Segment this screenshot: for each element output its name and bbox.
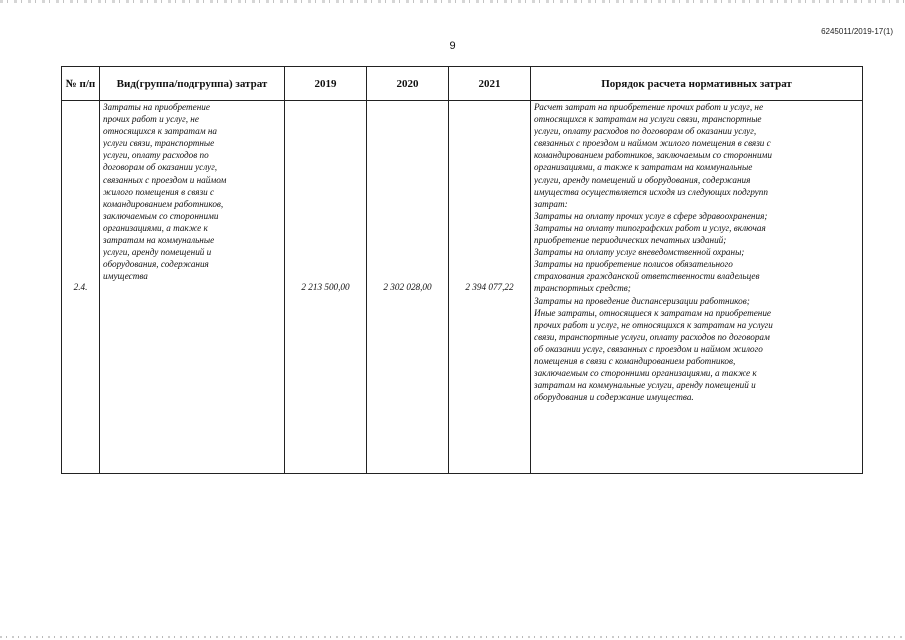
header-num: № п/п xyxy=(62,67,100,101)
value-2019: 2 213 500,00 xyxy=(285,101,367,474)
row-number: 2.4. xyxy=(62,101,100,474)
calculation-order-line: услуги, аренду помещений и оборудования, содержания xyxy=(534,174,751,185)
calculation-order-line: командированием работников, заключаемым со сторонними xyxy=(534,150,772,161)
header-order: Порядок расчета нормативных затрат xyxy=(531,67,863,101)
cost-kind-line: услуги, аренду помещений и xyxy=(103,247,212,258)
cost-kind-line: услуги связи, транспортные xyxy=(103,138,215,149)
calculation-order-line: затрат: xyxy=(534,198,568,209)
cost-kind-line: организациями, а также к xyxy=(103,222,208,233)
cost-kind-line: затратам на коммунальные xyxy=(103,235,215,246)
calculation-order-line: Затраты на приобретение полисов обязательного xyxy=(534,259,733,270)
calculation-order-line: Затраты на оплату типографских работ и услуг, включая xyxy=(534,222,766,233)
cost-kind-line: прочих работ и услуг, не xyxy=(103,114,199,125)
header-2019: 2019 xyxy=(285,67,367,101)
calculation-order-line: об оказании услуг, связанных с проездом и наймом жилого xyxy=(534,343,763,354)
cost-kind-text xyxy=(100,101,284,282)
calculation-order-line: связанных с проездом и наймом жилого помещения в связи с xyxy=(534,138,771,149)
table-header-row xyxy=(62,67,863,101)
value-2020: 2 302 028,00 xyxy=(367,101,449,474)
calculation-order-line: Затраты на проведение диспансеризации работников; xyxy=(534,295,750,306)
calculation-order-line: относящихся к затратам на услуги связи, транспортные xyxy=(534,114,762,125)
calculation-order-line: имущества осуществляется исходя из следующих подгрупп xyxy=(534,186,768,197)
calculation-order-text xyxy=(531,101,862,403)
cost-kind-line: командированием работников, xyxy=(103,198,224,209)
value-2021: 2 394 077,22 xyxy=(449,101,531,474)
table-row xyxy=(62,101,863,474)
calculation-order-line: транспортных средств; xyxy=(534,283,631,294)
cost-kind-line: имущества xyxy=(103,271,148,282)
cost-kind-line: оборудования, содержания xyxy=(103,259,209,270)
cost-kind-line: договорам об оказании услуг, xyxy=(103,162,218,173)
page-number: 9 xyxy=(449,40,456,52)
cost-kind-line: Затраты на приобретение xyxy=(103,102,210,112)
calculation-order-line: прочих работ и услуг, не относящихся к затратам на услуги xyxy=(534,319,773,330)
scan-edge-top xyxy=(0,0,905,3)
header-2020: 2020 xyxy=(367,67,449,101)
calculation-order-line: связи, транспортные услуги, оплату расходов по договорам xyxy=(534,331,770,342)
calculation-order-line: Затраты на оплату прочих услуг в сфере здравоохранения; xyxy=(534,210,768,221)
cost-kind-line: относящихся к затратам на xyxy=(103,126,218,137)
calculation-order-line: затратам на коммунальные услуги, аренду помещений и xyxy=(534,380,756,391)
header-2021: 2021 xyxy=(449,67,531,101)
calculation-order-line: помещения в связи с командированием работников, xyxy=(534,355,736,366)
cost-kind-cell xyxy=(100,101,285,474)
cost-kind-line: связанных с проездом и наймом xyxy=(103,174,227,185)
document-number: 6245011/2019-17(1) xyxy=(821,27,893,36)
calculation-order-line: Затраты на оплату услуг вневедомственной охраны; xyxy=(534,247,745,258)
calculation-order-line: приобретение периодических печатных изданий; xyxy=(534,235,727,246)
calculation-order-line: организациями, а также к затратам на коммунальные xyxy=(534,162,753,173)
calculation-order-line: заключаемым со сторонними организациями, а также к xyxy=(534,368,757,379)
cost-kind-line: заключаемым со сторонними xyxy=(103,210,219,221)
calculation-order-cell xyxy=(531,101,863,474)
cost-kind-line: услуги, оплату расходов по xyxy=(103,150,209,161)
header-kind: Вид(группа/подгруппа) затрат xyxy=(100,67,285,101)
calculation-order-line: Иные затраты, относящиеся к затратам на приобретение xyxy=(534,307,772,318)
cost-kind-line: жилого помещения в связи с xyxy=(103,186,215,197)
calculation-order-line: услуги, оплату расходов по договорам об оказании услуг, xyxy=(534,126,757,137)
calculation-order-line: оборудования и содержание имущества. xyxy=(534,392,694,403)
costs-table xyxy=(61,66,863,474)
calculation-order-line: Расчет затрат на приобретение прочих работ и услуг, не xyxy=(534,102,764,112)
scan-edge-bottom xyxy=(0,636,905,638)
calculation-order-line: страхования гражданской ответственности владельцев xyxy=(534,271,760,282)
